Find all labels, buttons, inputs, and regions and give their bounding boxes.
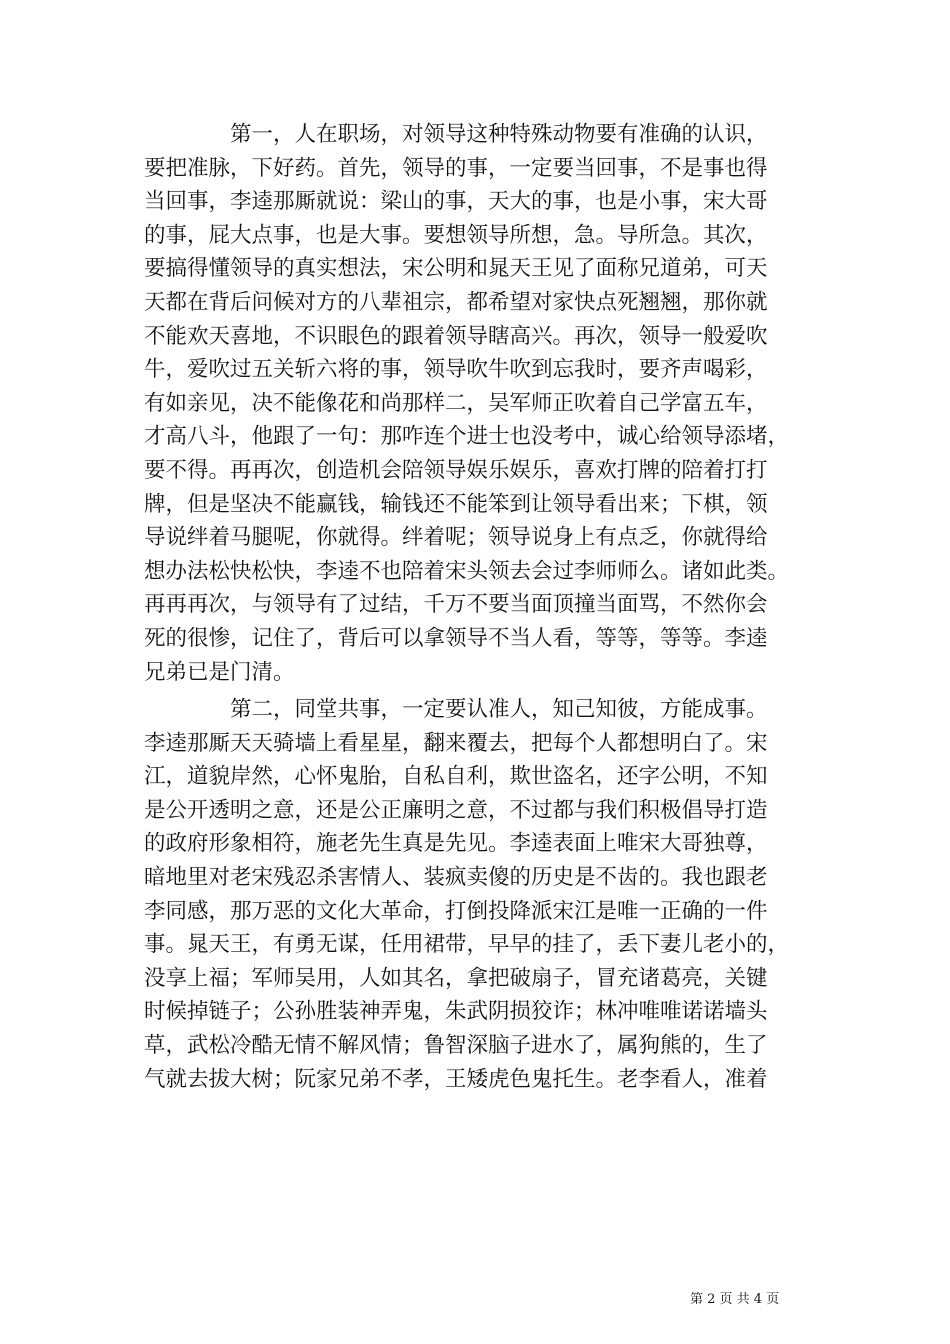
text-line: 不能欢天喜地，不识眼色的跟着领导瞎高兴。再次，领导一般爱吹 xyxy=(144,323,768,349)
text-line: 要把准脉，下好药。首先，领导的事，一定要当回事，不是事也得 xyxy=(144,155,768,181)
text-line: 要搞得懂领导的真实想法，宋公明和晁天王见了面称兄道弟，可天 xyxy=(144,256,768,282)
page-number-footer: 第 2 页 共 4 页 xyxy=(690,1292,780,1307)
text-line: 天都在背后问候对方的八辈祖宗，都希望对家快点死翘翘，那你就 xyxy=(144,289,768,315)
text-line: 的政府形象相符，施老先生真是先见。李逵表面上唯宋大哥独尊， xyxy=(144,831,768,857)
paragraph-1 xyxy=(144,118,806,689)
text-line: 死的很惨，记住了，背后可以拿领导不当人看，等等，等等。李逵 xyxy=(144,625,768,651)
text-line: 兄弟已是门清。 xyxy=(144,659,295,685)
text-line: 李逵那厮天天骑墙上看星星，翻来覆去，把每个人都想明白了。宋 xyxy=(144,730,768,756)
paragraph-2 xyxy=(144,693,806,1096)
text-line: 第一，人在职场，对领导这种特殊动物要有准确的认识， xyxy=(144,122,768,147)
text-line: 导说绊着马腿呢，你就得。绊着呢；领导说身上有点乏，你就得给 xyxy=(144,525,768,551)
text-line: 江，道貌岸然，心怀鬼胎，自私自利，欺世盗名，还字公明，不知 xyxy=(144,764,768,790)
text-line: 的事，屁大点事，也是大事。要想领导所想，急。导所急。其次， xyxy=(144,222,768,248)
text-line: 李同感，那万恶的文化大革命，打倒投降派宋江是唯一正确的一件 xyxy=(144,898,768,924)
text-line: 有如亲见，决不能像花和尚那样二，吴军师正吹着自己学富五车， xyxy=(144,390,768,416)
text-line: 想办法松快松快，李逵不也陪着宋头领去会过李师师么。诸如此类。 xyxy=(144,558,790,584)
text-line: 才高八斗，他跟了一句：那咋连个进士也没考中，诚心给领导添堵， xyxy=(144,424,790,450)
text-line: 时候掉链子；公孙胜装神弄鬼，朱武阴损狡诈；林冲唯唯诺诺墙头 xyxy=(144,999,768,1025)
text-line: 牌，但是坚决不能赢钱，输钱还不能笨到让领导看出来；下棋，领 xyxy=(144,491,768,517)
text-line: 草，武松冷酷无情不解风情；鲁智深脑子进水了，属狗熊的，生了 xyxy=(144,1033,768,1059)
body-text xyxy=(144,118,806,1096)
text-line: 再再再次，与领导有了过结，千万不要当面顶撞当面骂，不然你会 xyxy=(144,592,768,618)
text-line: 气就去拔大树；阮家兄弟不孝，王矮虎色鬼托生。老李看人，准着 xyxy=(144,1066,768,1092)
text-line: 要不得。再再次，创造机会陪领导娱乐娱乐，喜欢打牌的陪着打打 xyxy=(144,457,768,483)
text-line: 没享上福；军师吴用，人如其名，拿把破扇子，冒充诸葛亮，关键 xyxy=(144,965,768,991)
text-line: 第二，同堂共事，一定要认准人，知己知彼，方能成事。 xyxy=(144,697,768,723)
text-line: 是公开透明之意，还是公正廉明之意，不过都与我们积极倡导打造 xyxy=(144,797,768,823)
text-line: 当回事，李逵那厮就说：梁山的事，天大的事，也是小事，宋大哥 xyxy=(144,189,768,215)
text-line: 暗地里对老宋残忍杀害情人、装疯卖傻的历史是不齿的。我也跟老 xyxy=(144,865,768,891)
text-line: 事。晁天王，有勇无谋，任用裙带，早早的挂了，丢下妻儿老小的， xyxy=(144,932,790,958)
text-line: 牛，爱吹过五关斩六将的事，领导吹牛吹到忘我时，要齐声喝彩， xyxy=(144,357,768,383)
